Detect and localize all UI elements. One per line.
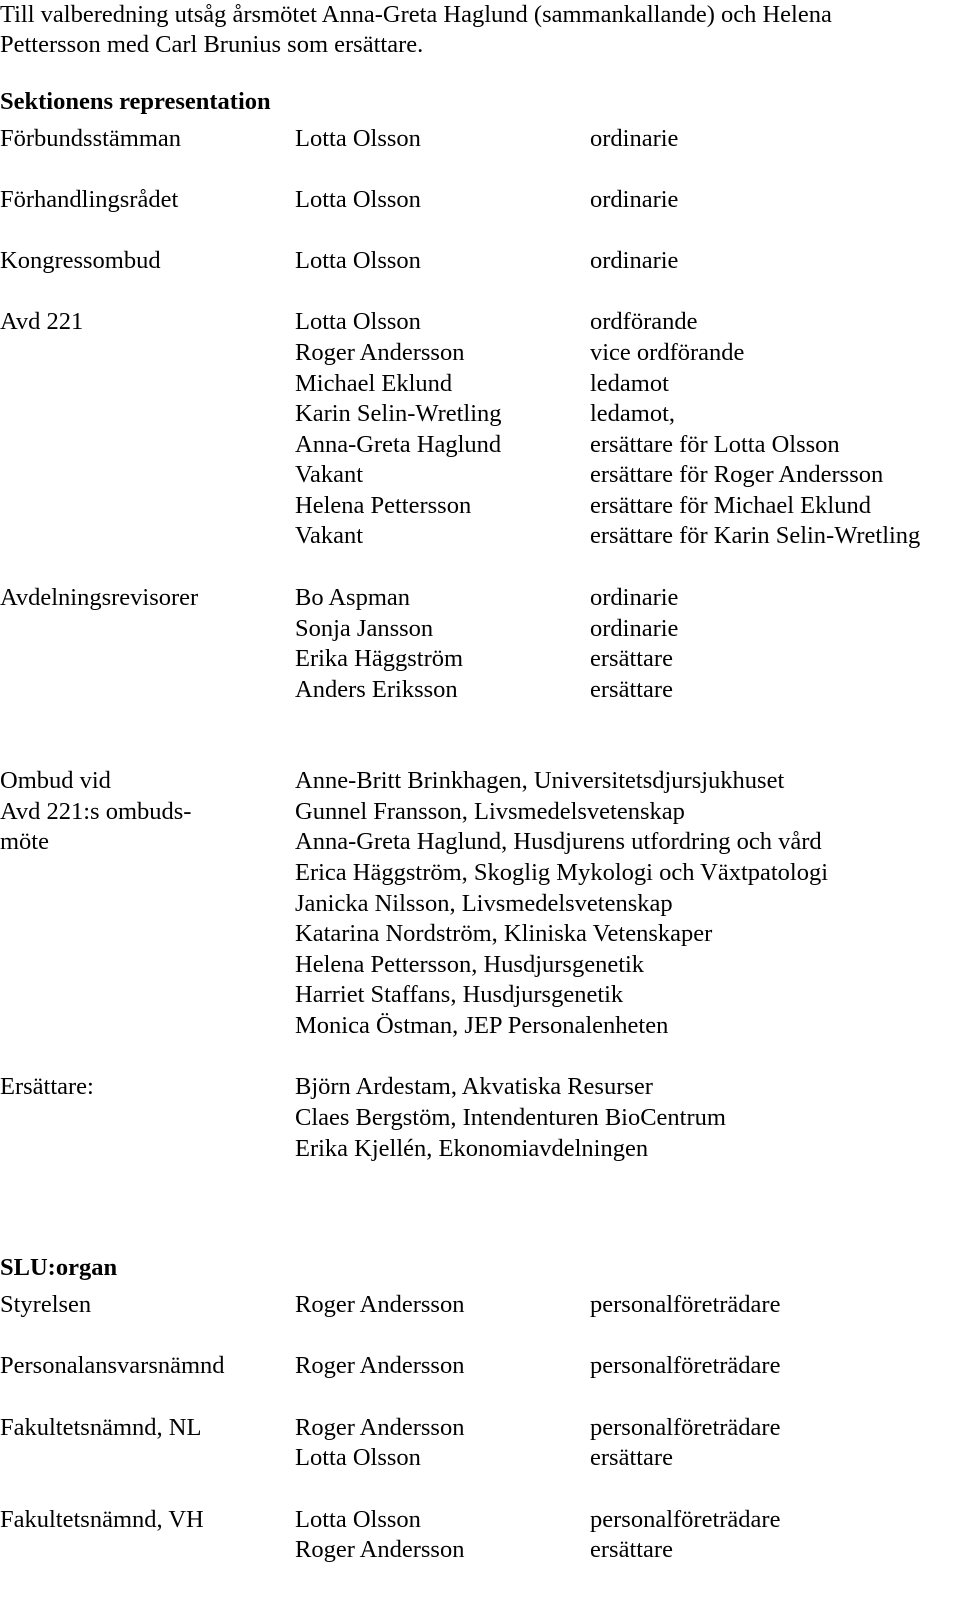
table-row [0, 614, 960, 644]
ombud-row [0, 980, 960, 1010]
list-item: Gunnel Fransson, Livsmedelsvetenskap [295, 798, 685, 825]
role-cell: personalföreträdare [590, 1414, 781, 1441]
table-row [0, 246, 960, 276]
list-item: Anna-Greta Haglund, Husdjurens utfordring och vård [295, 828, 822, 855]
list-item: Katarina Nordström, Kliniska Vetenskaper [295, 920, 713, 947]
ombud-row [0, 1011, 960, 1041]
ombud-label-1: Ombud vid [0, 767, 111, 794]
role-cell: ledamot [590, 370, 669, 397]
table-row [0, 1351, 960, 1381]
intro-line-1: Till valberedning utsåg årsmötet Anna-Greta Haglund (sammankallande) och Helena [0, 1, 832, 28]
table-row [0, 430, 960, 460]
role-cell: ordinarie [590, 247, 679, 274]
person-cell: Lotta Olsson [295, 308, 421, 335]
ombud-label-line [0, 766, 960, 796]
role-cell: ordförande [590, 308, 698, 335]
role-cell: ledamot, [590, 400, 676, 427]
ombud-label-line [0, 827, 960, 857]
list-item: Erika Kjellén, Ekonomiavdelningen [295, 1135, 649, 1162]
list-item: Anne-Britt Brinkhagen, Universitetsdjursjukhuset [295, 767, 785, 794]
table-row [0, 1535, 960, 1565]
body-cell: Kongressombud [0, 247, 161, 274]
table-row [0, 1413, 960, 1443]
person-cell: Vakant [295, 461, 364, 488]
person-cell: Sonja Jansson [295, 615, 434, 642]
role-cell: ordinarie [590, 615, 679, 642]
table-row [0, 491, 960, 521]
role-cell: ersättare [590, 1536, 673, 1563]
person-cell: Roger Andersson [295, 1536, 465, 1563]
table-row [0, 460, 960, 490]
list-item: Claes Bergstöm, Intendenturen BioCentrum [295, 1104, 726, 1131]
role-cell: ordinarie [590, 584, 679, 611]
ombud-row [0, 950, 960, 980]
section-heading-representation: Sektionens representation [0, 88, 271, 115]
body-cell: Personalansvarsnämnd [0, 1352, 225, 1379]
list-item: Helena Pettersson, Husdjursgenetik [295, 951, 645, 978]
person-cell: Lotta Olsson [295, 1506, 421, 1533]
body-cell: Förbundsstämman [0, 125, 182, 152]
role-cell: personalföreträdare [590, 1291, 781, 1318]
person-cell: Roger Andersson [295, 339, 465, 366]
section-heading-slu-organ: SLU:organ [0, 1254, 118, 1281]
person-cell: Michael Eklund [295, 370, 453, 397]
ombud-label-3: möte [0, 828, 49, 855]
table-row [0, 338, 960, 368]
role-cell: personalföreträdare [590, 1352, 781, 1379]
role-cell: ersättare för Michael Eklund [590, 492, 871, 519]
list-item: Erica Häggström, Skoglig Mykologi och Växtpatologi [295, 859, 829, 886]
role-cell: ersättare för Roger Andersson [590, 461, 884, 488]
person-cell: Helena Pettersson [295, 492, 472, 519]
body-cell: Styrelsen [0, 1291, 92, 1318]
substitutes-label: Ersättare: [0, 1073, 94, 1100]
role-cell: ersättare för Lotta Olsson [590, 431, 840, 458]
role-cell: ersättare för Karin Selin-Wretling [590, 522, 921, 549]
role-cell: ersättare [590, 1444, 673, 1471]
role-cell: ordinarie [590, 186, 679, 213]
table-row [0, 399, 960, 429]
person-cell: Anders Eriksson [295, 676, 458, 703]
substitutes-row [0, 1072, 960, 1102]
table-row [0, 675, 960, 705]
person-cell: Anna-Greta Haglund [295, 431, 502, 458]
table-row [0, 1443, 960, 1473]
table-row [0, 369, 960, 399]
list-item: Björn Ardestam, Akvatiska Resurser [295, 1073, 653, 1100]
ombud-label-2: Avd 221:s ombuds- [0, 798, 192, 825]
person-cell: Roger Andersson [295, 1414, 465, 1441]
substitutes-row [0, 1134, 960, 1164]
ombud-row [0, 889, 960, 919]
list-item: Monica Östman, JEP Personalenheten [295, 1012, 669, 1039]
ombud-row [0, 858, 960, 888]
body-cell: Fakultetsnämnd, VH [0, 1506, 204, 1533]
intro-line-2: Pettersson med Carl Brunius som ersättare. [0, 31, 424, 58]
person-cell: Lotta Olsson [295, 186, 421, 213]
person-cell: Roger Andersson [295, 1352, 465, 1379]
list-item: Harriet Staffans, Husdjursgenetik [295, 981, 624, 1008]
table-row [0, 521, 960, 551]
table-row [0, 185, 960, 215]
person-cell: Karin Selin-Wretling [295, 400, 502, 427]
ombud-row [0, 919, 960, 949]
role-cell: vice ordförande [590, 339, 745, 366]
person-cell: Lotta Olsson [295, 1444, 421, 1471]
person-cell: Vakant [295, 522, 364, 549]
role-cell: ersättare [590, 676, 673, 703]
person-cell: Bo Aspman [295, 584, 411, 611]
role-cell: personalföreträdare [590, 1506, 781, 1533]
body-cell: Fakultetsnämnd, NL [0, 1414, 202, 1441]
ombud-label-line [0, 797, 960, 827]
body-cell: Avdelningsrevisorer [0, 584, 199, 611]
table-row [0, 1505, 960, 1535]
person-cell: Lotta Olsson [295, 247, 421, 274]
person-cell: Lotta Olsson [295, 125, 421, 152]
role-cell: ordinarie [590, 125, 679, 152]
table-row [0, 307, 960, 337]
role-cell: ersättare [590, 645, 673, 672]
table-row [0, 644, 960, 674]
table-row [0, 124, 960, 154]
list-item: Janicka Nilsson, Livsmedelsvetenskap [295, 890, 673, 917]
body-cell: Förhandlingsrådet [0, 186, 179, 213]
substitutes-row [0, 1103, 960, 1133]
person-cell: Roger Andersson [295, 1291, 465, 1318]
person-cell: Erika Häggström [295, 645, 464, 672]
table-row [0, 1290, 960, 1320]
body-cell: Avd 221 [0, 308, 84, 335]
table-row [0, 583, 960, 613]
